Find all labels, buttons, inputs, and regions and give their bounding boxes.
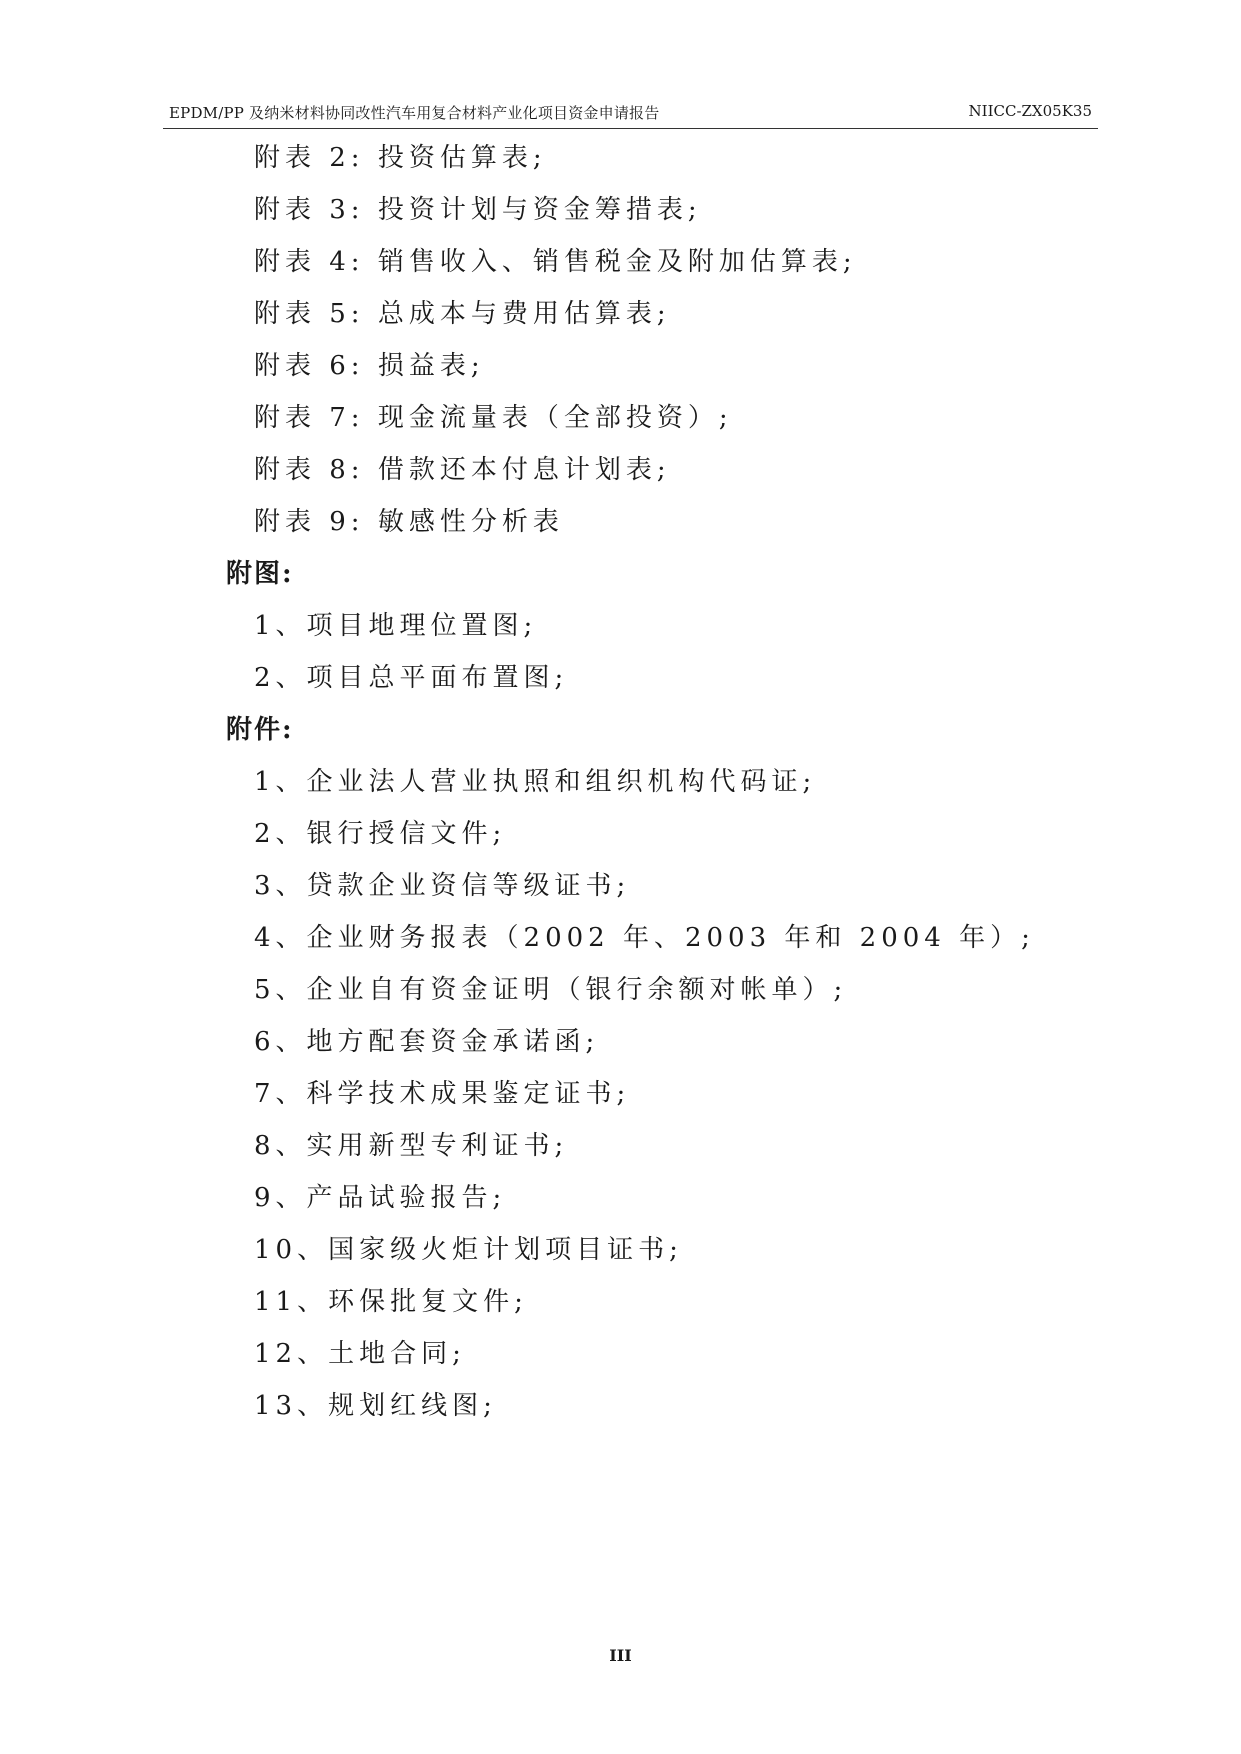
attachment-item: 13、规划红线图; <box>254 1391 497 1421</box>
page-number: III <box>609 1646 632 1665</box>
attachment-item: 4、企业财务报表（2002 年、2003 年和 2004 年）; <box>254 923 1035 953</box>
figure-item: 1、项目地理位置图; <box>254 611 538 641</box>
report-title: EPDM/PP 及纳米材料协同改性汽车用复合材料产业化项目资金申请报告 <box>169 104 660 122</box>
attachment-item: 11、环保批复文件; <box>254 1287 528 1317</box>
document-code: NIICC-ZX05K35 <box>968 102 1092 120</box>
attachment-item: 9、产品试验报告; <box>254 1183 507 1213</box>
attachment-item: 2、银行授信文件; <box>254 819 507 849</box>
attachment-item: 3、贷款企业资信等级证书; <box>254 871 631 901</box>
attachment-item: 8、实用新型专利证书; <box>254 1131 569 1161</box>
schedule-item: 附表 2: 投资估算表; <box>254 143 547 173</box>
schedule-item: 附表 7: 现金流量表（全部投资）; <box>254 403 733 433</box>
figures-heading: 附图: <box>226 559 294 589</box>
schedule-item: 附表 3: 投资计划与资金筹措表; <box>254 195 702 225</box>
attachment-item: 1、企业法人营业执照和组织机构代码证; <box>254 767 817 797</box>
attachment-item: 7、科学技术成果鉴定证书; <box>254 1079 631 1109</box>
attachment-item: 12、土地合同; <box>254 1339 466 1369</box>
schedule-item: 附表 6: 损益表; <box>254 351 485 381</box>
attachment-item: 6、地方配套资金承诺函; <box>254 1027 600 1057</box>
page-header <box>163 98 1098 129</box>
schedule-item: 附表 4: 销售收入、销售税金及附加估算表; <box>254 247 857 277</box>
attachments-heading: 附件: <box>226 715 294 745</box>
attachment-item: 5、企业自有资金证明（银行余额对帐单）; <box>254 975 848 1005</box>
figure-item: 2、项目总平面布置图; <box>254 663 569 693</box>
attachment-item: 10、国家级火炬计划项目证书; <box>254 1235 683 1265</box>
schedule-item: 附表 8: 借款还本付息计划表; <box>254 455 671 485</box>
schedule-item: 附表 9: 敏感性分析表 <box>254 507 564 537</box>
schedule-item: 附表 5: 总成本与费用估算表; <box>254 299 671 329</box>
